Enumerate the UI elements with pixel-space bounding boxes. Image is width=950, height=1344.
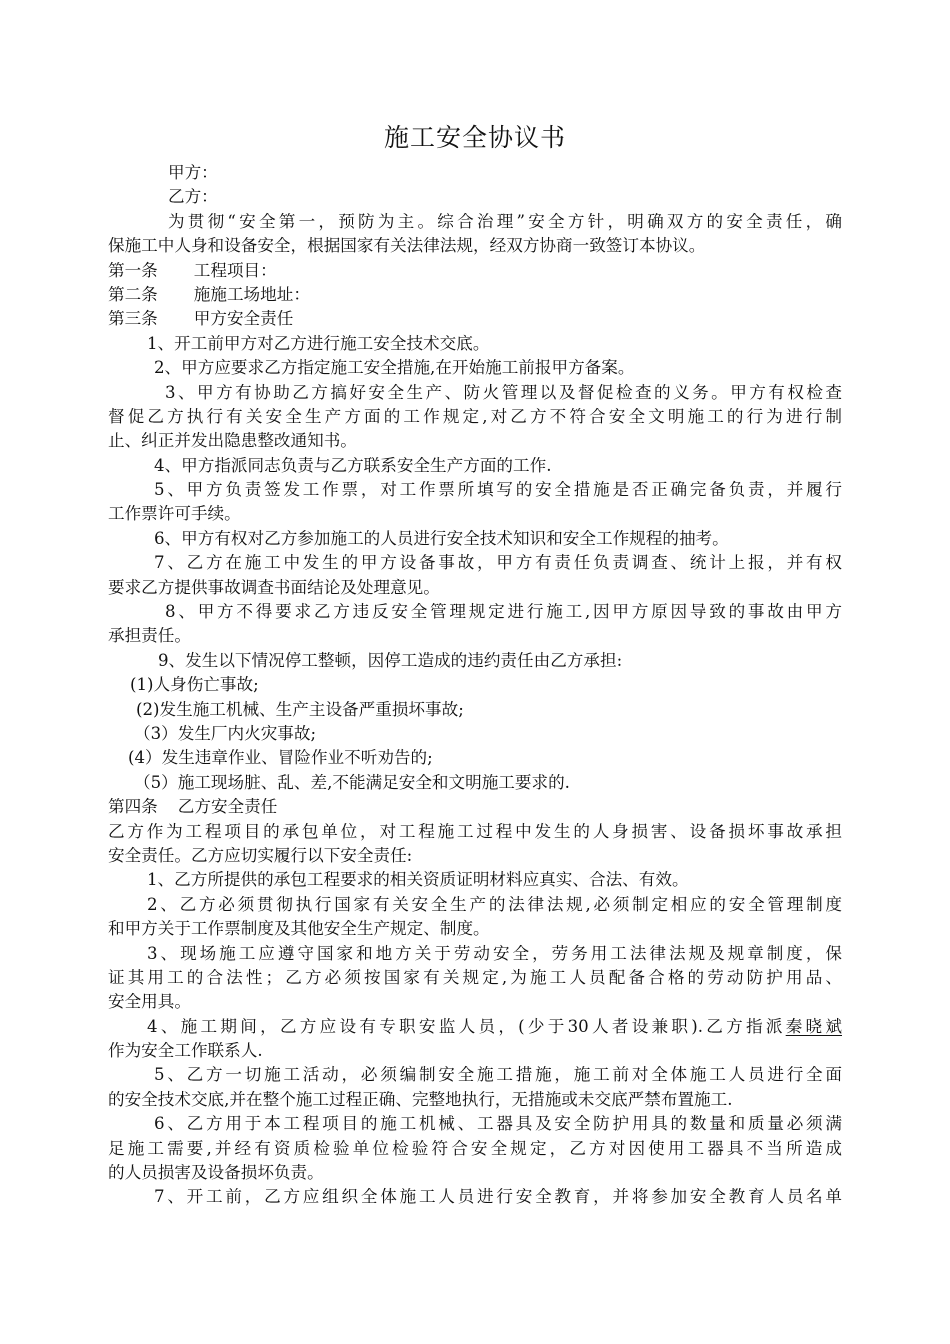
a3-sub-item-1: (1)人身伤亡事故; [130,675,259,695]
a4-item-4-text: 4、施工期间，乙方应设有专职安监人员，(少于30人者设兼职).乙方指派 [147,1016,786,1036]
a3-item-3-line-2: 督促乙方执行有关安全生产方面的工作规定,对乙方不符合安全文明施工的行为进行制 [108,406,842,426]
a3-sub-item-2: (2)发生施工机械、生产主设备严重损坏事故; [136,699,464,719]
a3-item-3-line-3: 止、纠正并发出隐患整改通知书。 [108,431,357,451]
a3-item-4: 4、甲方指派同志负责与乙方联系安全生产方面的工作. [154,455,552,475]
a3-item-6: 6、甲方有权对乙方参加施工的人员进行安全技术知识和安全工作规程的抽考。 [154,528,729,548]
intro-line-2: 保施工中人身和设备安全，根据国家有关法律法规，经双方协商一致签订本协议。 [108,236,706,256]
a4-item-6-line-1: 6、乙方用于本工程项目的施工机械、工器具及安全防护用具的数量和质量必须满 [154,1114,842,1134]
a3-sub-item-5: （5）施工现场脏、乱、差,不能满足安全和文明施工要求的. [134,772,570,792]
a4-item-1: 1、乙方所提供的承包工程要求的相关资质证明材料应真实、合法、有效。 [147,870,689,890]
a4-item-2-line-1: 2、乙方必须贯彻执行国家有关安全生产的法律法规,必须制定相应的安全管理制度 [147,894,842,914]
article-1-text: 工程项目： [193,260,277,280]
a4-intro-line-1: 乙方作为工程项目的承包单位，对工程施工过程中发生的人身损害、设备损坏事故承担 [108,821,842,841]
article-1-heading [108,259,842,283]
article-1-label: 第一条 [108,260,158,280]
a3-item-8-line-2: 承担责任。 [108,626,191,646]
article-3-text: 甲方安全责任 [193,309,294,329]
article-4-label: 第四条 [108,797,158,817]
a3-sub-item-4: (4）发生违章作业、冒险作业不听劝告的; [128,748,433,768]
document-body [108,161,842,1210]
a4-intro-line-2: 安全责任。乙方应切实履行以下安全责任: [108,845,413,865]
a4-item-5-line-2: 的安全技术交底,并在整个施工过程正确、完整地执行，无措施或未交底严禁布置施工. [108,1089,733,1109]
a4-item-7-line-1: 7、开工前，乙方应组织全体施工人员进行安全教育，并将参加安全教育人员名单 [154,1187,842,1207]
article-2-text: 施施工场地址： [193,284,310,304]
a4-item-3-line-1: 3、现场施工应遵守国家和地方关于劳动安全，劳务用工法律法规及规章制度，保 [147,943,842,963]
a3-item-2: 2、甲方应要求乙方指定施工安全措施,在开始施工前报甲方备案。 [154,358,635,378]
a3-item-5-line-2: 工作票许可手续。 [108,504,241,524]
a4-item-6-line-3: 的人员损害及设备损坏负责。 [108,1163,324,1183]
a4-item-6-line-2: 足施工需要,并经有资质检验单位检验符合安全规定，乙方对因使用工器具不当所造成 [108,1138,842,1158]
intro-line-1: 为贯彻“安全第一，预防为主。综合治理”安全方针，明确双方的安全责任，确 [168,211,842,231]
a4-item-3-line-3: 安全用具。 [108,992,191,1012]
article-4-heading [108,795,842,819]
a3-item-7-line-1: 7、乙方在施工中发生的甲方设备事故，甲方有责任负责调查、统计上报，并有权 [154,553,842,573]
a3-item-3-line-1: 3、甲方有协助乙方搞好安全生产、防火管理以及督促检查的义务。甲方有权检查 [165,382,842,402]
a3-item-7-line-2: 要求乙方提供事故调查书面结论及处理意见。 [108,577,440,597]
article-2-heading [108,283,842,307]
article-3-heading [108,307,842,331]
a4-item-2-line-2: 和甲方关于工作票制度及其他安全生产规定、制度。 [108,919,490,939]
document-title: 施工安全协议书 [383,123,566,152]
a4-item-5-line-1: 5、乙方一切施工活动，必须编制安全施工措施，施工前对全体施工人员进行全面 [154,1065,842,1085]
party-b-line: 乙方： [168,187,218,207]
a3-sub-item-3: （3）发生厂内火灾事故; [134,723,317,743]
a3-item-5-line-1: 5、甲方负责签发工作票，对工作票所填写的安全措施是否正确完备负责，并履行 [154,480,842,500]
a4-item-4-line-2: 作为安全工作联系人. [108,1041,263,1061]
article-4-text: 乙方安全责任 [177,797,278,817]
a4-item-4-line-1 [108,1015,842,1039]
party-a-line: 甲方： [168,163,218,182]
contact-name: 秦晓斌 [785,1016,842,1036]
a3-item-8-line-1: 8、甲方不得要求乙方违反安全管理规定进行施工,因甲方原因导致的事故由甲方 [165,602,842,622]
article-3-label: 第三条 [108,309,158,329]
a3-item-1: 1、开工前甲方对乙方进行施工安全技术交底。 [147,333,490,353]
a4-item-3-line-2: 证其用工的合法性；乙方必须按国家有关规定,为施工人员配备合格的劳动防护用品、 [108,967,842,987]
a3-item-9: 9、发生以下情况停工整顿，因停工造成的违约责任由乙方承担: [158,650,623,670]
article-2-label: 第二条 [108,284,158,304]
